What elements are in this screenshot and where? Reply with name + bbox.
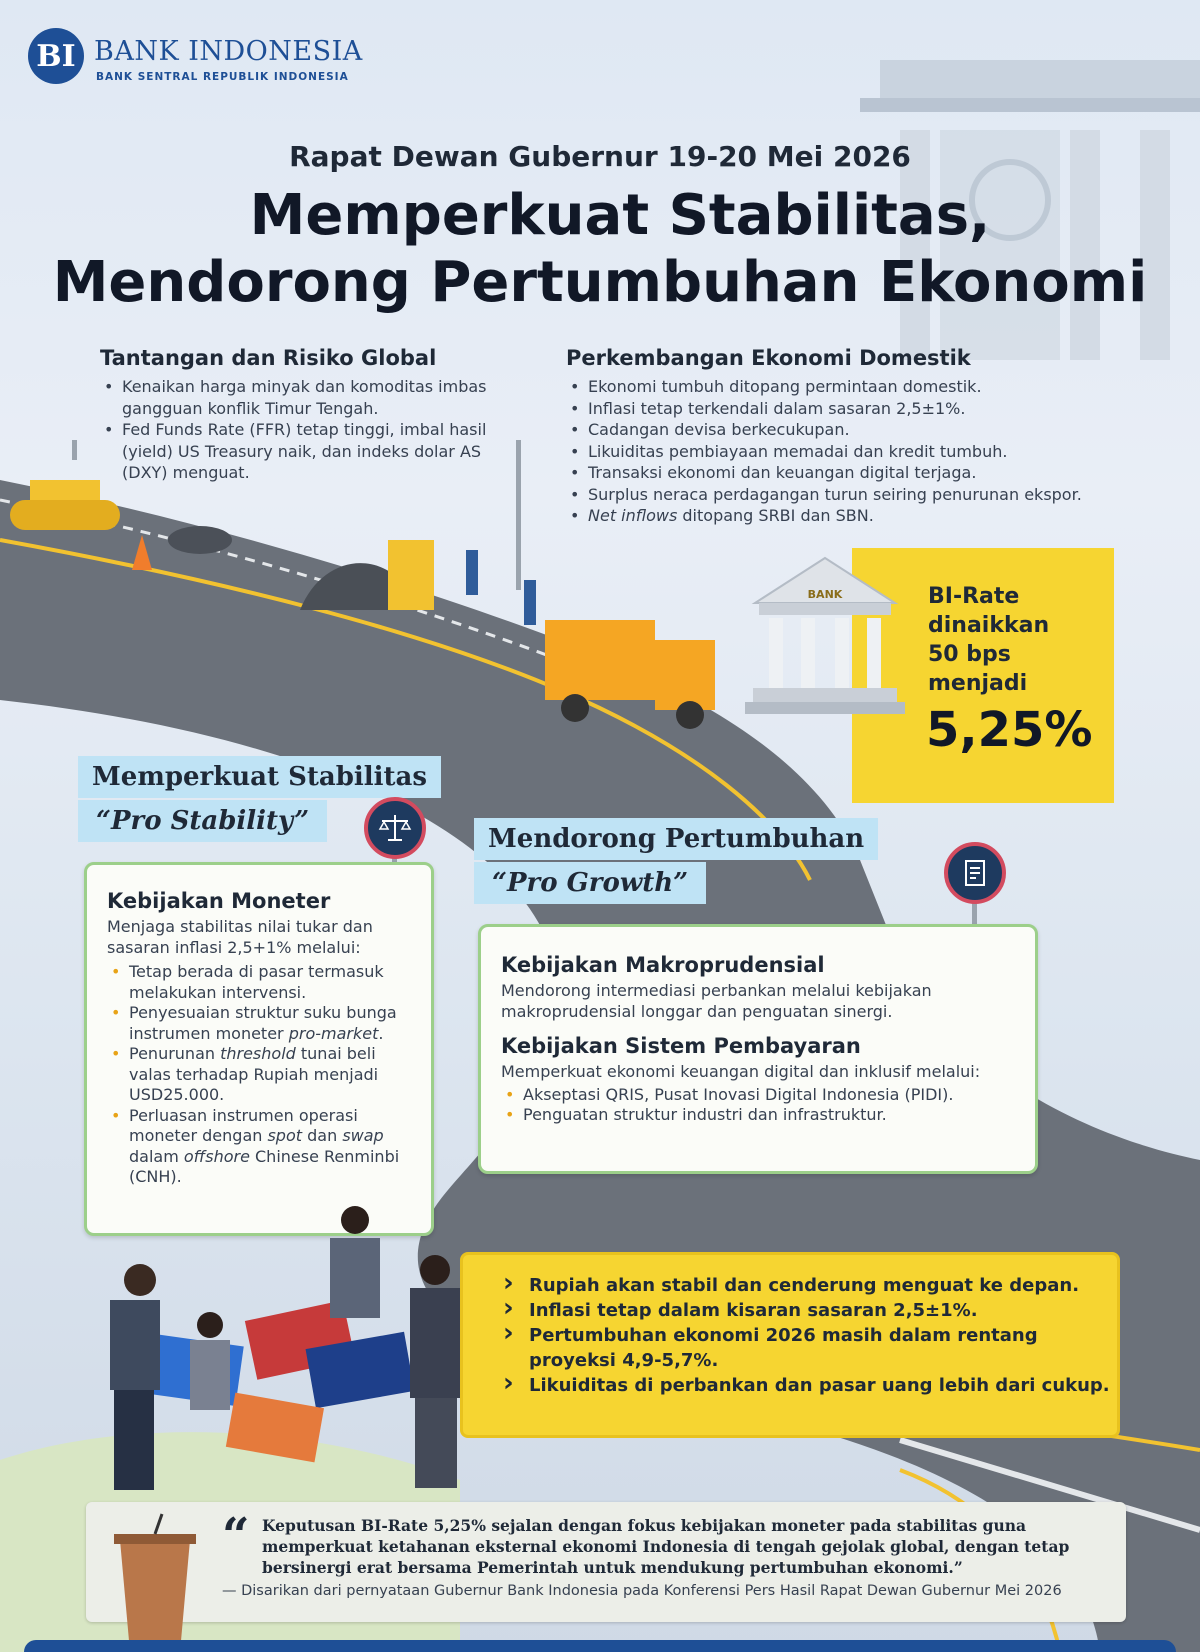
item-italic: swap	[342, 1126, 384, 1145]
list-item	[107, 1044, 415, 1106]
list-item: • Akseptasi QRIS, Pusat Inovasi Digital Indonesia (PIDI).	[501, 1085, 1017, 1106]
main-title-line1: Memperkuat Stabilitas,	[249, 183, 991, 248]
bank-building-icon	[745, 548, 905, 718]
payment-system-list	[501, 1085, 1017, 1126]
quote-source: — Disarikan dari pernyataan Gubernur Bank Indonesia pada Konferensi Pers Hasil Rapat Dewan Gubernur Mei 2026	[222, 1583, 1062, 1599]
item-italic: spot	[267, 1126, 303, 1145]
outlook-box	[460, 1252, 1120, 1438]
list-item: • Cadangan devisa berkecukupan.	[566, 419, 1126, 441]
item-text: dalam	[129, 1146, 184, 1166]
item-text: .	[378, 1023, 384, 1043]
list-item: › Likuiditas di perbankan dan pasar uang lebih dari cukup.	[503, 1373, 1117, 1398]
list-item: • Penguatan struktur industri dan infrastruktur.	[501, 1105, 1017, 1126]
growth-policy-card	[478, 924, 1038, 1174]
monetary-intro: Menjaga stabilitas nilai tukar dan sasaran inflasi 2,5+1% melalui:	[107, 917, 373, 957]
rate-label-line: 50 bps	[928, 642, 1011, 667]
growth-subtitle: “Pro Growth”	[474, 862, 706, 904]
item-italic: threshold	[220, 1044, 296, 1063]
list-item: • Surplus neraca perdagangan turun seiring penurunan ekspor.	[566, 484, 1126, 506]
monetary-list	[107, 962, 415, 1188]
list-item: • Transaksi ekonomi dan keuangan digital terjaga.	[566, 462, 1126, 484]
item-text: tunai beli valas terhadap Rupiah menjadi USD25.000.	[129, 1044, 379, 1104]
item-text: Chinese Renminbi (CNH).	[129, 1146, 400, 1186]
payment-system-heading: Kebijakan Sistem Pembayaran	[501, 1034, 861, 1058]
global-risks-list	[100, 376, 500, 484]
item-text: Penyesuaian struktur suku bunga instrumen moneter	[129, 1003, 397, 1043]
net-inflows-italic: Net inflows	[588, 506, 678, 525]
brand-subtitle: BANK SENTRAL REPUBLIK INDONESIA	[96, 71, 349, 83]
list-item: › Inflasi tetap dalam kisaran sasaran 2,5±1%.	[503, 1298, 1117, 1323]
brand-name: BANK INDONESIA	[94, 36, 363, 67]
people-puzzle-illustration	[90, 1190, 510, 1510]
payment-system-text: Memperkuat ekonomi keuangan digital dan inklusif melalui:	[501, 1062, 981, 1081]
item-text: Penurunan	[129, 1044, 221, 1063]
item-italic: offshore	[183, 1146, 250, 1166]
quote-icon: “	[222, 1508, 250, 1564]
item-text: Tetap berada di pasar termasuk melakukan intervensi.	[129, 962, 384, 1002]
item-text: dan	[302, 1126, 343, 1145]
list-item: › Pertumbuhan ekonomi 2026 masih dalam rentang proyeksi 4,9-5,7%.	[503, 1323, 1117, 1373]
domestic-list	[566, 376, 1126, 527]
list-item: • Ekonomi tumbuh ditopang permintaan domestik.	[566, 376, 1126, 398]
monetary-heading: Kebijakan Moneter	[107, 889, 331, 913]
rate-label-line: BI-Rate	[928, 584, 1020, 609]
bottom-bar	[24, 1640, 1176, 1652]
quote-text: Keputusan BI-Rate 5,25% sejalan dengan fokus kebijakan moneter pada stabilitas guna memperkuat ketahanan eksternal ekonomi Indonesia di tengah gejolak global, dengan tetap bersinergi erat bersama Pemerintah untuk mendukung pertumbuhan ekonomi.”	[262, 1516, 1070, 1577]
list-item	[107, 1003, 415, 1044]
global-risks-section	[100, 346, 500, 484]
podium-icon	[100, 1510, 210, 1652]
item-text: Perluasan instrumen operasi moneter dengan	[129, 1105, 358, 1145]
global-risks-heading: Tantangan dan Risiko Global	[100, 346, 437, 370]
document-icon	[944, 842, 1006, 904]
list-item	[107, 1106, 415, 1188]
scale-icon	[364, 797, 426, 859]
bi-rate-label	[928, 582, 1049, 698]
list-item: • Kenaikan harga minyak dan komoditas imbas gangguan konflik Timur Tengah.	[100, 376, 500, 419]
item-italic: pro-market	[288, 1023, 379, 1043]
meeting-title: Rapat Dewan Gubernur 19-20 Mei 2026	[289, 140, 911, 173]
net-inflows-rest: ditopang SRBI dan SBN.	[677, 506, 874, 525]
bi-logo-mark: BI	[28, 28, 84, 84]
rate-label-line: dinaikkan	[928, 613, 1050, 638]
list-item	[566, 505, 1126, 527]
list-item	[107, 962, 415, 1003]
stability-subtitle: “Pro Stability”	[78, 800, 327, 842]
rate-label-line: menjadi	[928, 671, 1028, 696]
bi-rate-value: 5,25%	[926, 702, 1093, 758]
list-item: › Rupiah akan stabil dan cenderung menguat ke depan.	[503, 1273, 1117, 1298]
stability-title: Memperkuat Stabilitas	[78, 756, 441, 798]
list-item: • Fed Funds Rate (FFR) tetap tinggi, imbal hasil (yield) US Treasury naik, dan indeks dolar AS (DXY) menguat.	[100, 419, 500, 484]
domestic-heading: Perkembangan Ekonomi Domestik	[566, 346, 971, 370]
macroprudential-heading: Kebijakan Makroprudensial	[501, 953, 825, 977]
main-title-line2: Mendorong Pertumbuhan Ekonomi	[52, 250, 1148, 315]
outlook-list	[463, 1255, 1117, 1398]
macroprudential-text: Mendorong intermediasi perbankan melalui kebijakan makroprudensial longgar dan penguatan sinergi.	[501, 981, 932, 1021]
domestic-economy-section	[566, 346, 1126, 527]
bank-sign: BANK	[807, 588, 843, 601]
list-item: • Likuiditas pembiayaan memadai dan kredit tumbuh.	[566, 441, 1126, 463]
list-item: • Inflasi tetap terkendali dalam sasaran 2,5±1%.	[566, 398, 1126, 420]
growth-title: Mendorong Pertumbuhan	[474, 818, 878, 860]
monetary-policy-card	[84, 862, 434, 1236]
